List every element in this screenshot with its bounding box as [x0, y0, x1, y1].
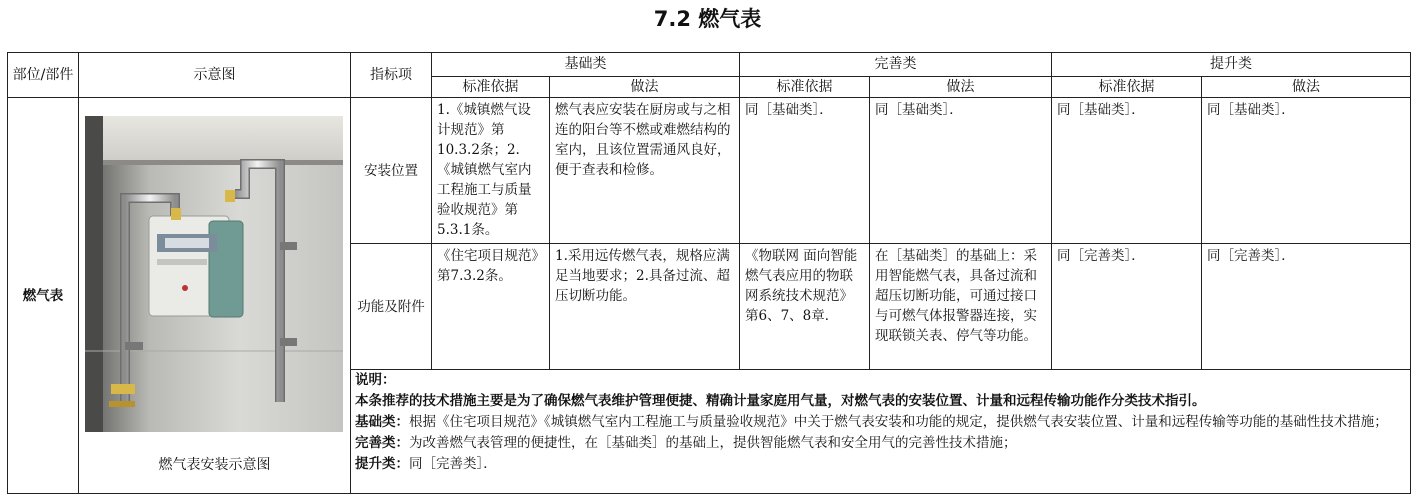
page-title: 7.2 燃气表: [653, 7, 762, 31]
header-upgrade: 提升类: [1052, 53, 1411, 77]
row1-basic-std: 1.《城镇燃气设计规范》第10.3.2条；2.《城镇燃气室内工程施工与质量验收规范》第5.3.1条。: [432, 98, 550, 244]
header-basic-method: 做法: [550, 77, 740, 98]
row1-upgrade-method: 同［基础类］．: [1202, 98, 1411, 244]
header-upgrade-method: 做法: [1202, 77, 1411, 98]
header-improve-method: 做法: [870, 77, 1052, 98]
notes-basic-text: 根据《住宅项目规范》《城镇燃气室内工程施工与质量验收规范》中关于燃气表安装和功能的规定，提供燃气表安装位置、计量和远程传输等功能的基础性技术措施；: [409, 414, 1388, 430]
indicator-install: 安装位置: [351, 98, 432, 244]
row2-improve-method: 在［基础类］的基础上：采用智能燃气表，具备过流和超压切断功能，可通过接口与可燃气体报警器连接，实现联锁关表、停气等功能。: [870, 244, 1052, 370]
row1-improve-method: 同［基础类］．: [870, 98, 1052, 244]
header-indicator: 指标项: [351, 53, 432, 98]
row1-basic-method: 燃气表应安装在厨房或与之相连的阳台等不燃或难燃结构的室内，且该位置需通风良好，便于查表和检修。: [550, 98, 740, 244]
notes-upgrade: [355, 454, 1406, 475]
header-basic: 基础类: [432, 53, 740, 77]
part-name: 燃气表: [8, 98, 79, 494]
header-basic-std: 标准依据: [432, 77, 550, 98]
gas-meter-photo: [85, 116, 343, 432]
diagram-cell: [79, 98, 351, 494]
row2-upgrade-method: 同［完善类］．: [1202, 244, 1411, 370]
diagram-caption: 燃气表安装示意图: [158, 457, 271, 473]
notes-improve-label: 完善类：: [355, 435, 409, 451]
header-improve-std: 标准依据: [740, 77, 870, 98]
notes-improve: [355, 433, 1406, 454]
notes-upgrade-text: 同［完善类］．: [409, 456, 497, 472]
notes-basic-label: 基础类：: [355, 414, 409, 430]
notes-summary: 本条推荐的技术措施主要是为了确保燃气表维护管理便捷、精确计量家庭用气量，对燃气表的安装位置、计量和远程传输功能作分类技术指引。: [355, 393, 1206, 409]
row2-upgrade-std: 同［完善类］．: [1052, 244, 1202, 370]
notes-heading: 说明：: [355, 372, 396, 388]
header-diagram: 示意图: [79, 53, 351, 98]
spec-table: [7, 52, 1411, 494]
notes-upgrade-label: 提升类：: [355, 456, 409, 472]
notes-improve-text: 为改善燃气表管理的便捷性，在［基础类］的基础上，提供智能燃气表和安全用气的完善性技术措施；: [409, 435, 1017, 451]
row1-upgrade-std: 同［基础类］．: [1052, 98, 1202, 244]
row2-basic-std: 《住宅项目规范》第7.3.2条。: [432, 244, 550, 370]
row2-improve-std: 《物联网 面向智能燃气表应用的物联网系统技术规范》第6、7、8章．: [740, 244, 870, 370]
notes-basic: [355, 412, 1406, 433]
header-improve: 完善类: [740, 53, 1052, 77]
row2-basic-method: 1.采用远传燃气表，规格应满足当地要求；2.具备过流、超压切断功能。: [550, 244, 740, 370]
notes-section: [351, 370, 1411, 494]
header-part: 部位/部件: [8, 53, 79, 98]
row1-improve-std: 同［基础类］．: [740, 98, 870, 244]
indicator-function: 功能及附件: [351, 244, 432, 370]
header-upgrade-std: 标准依据: [1052, 77, 1202, 98]
